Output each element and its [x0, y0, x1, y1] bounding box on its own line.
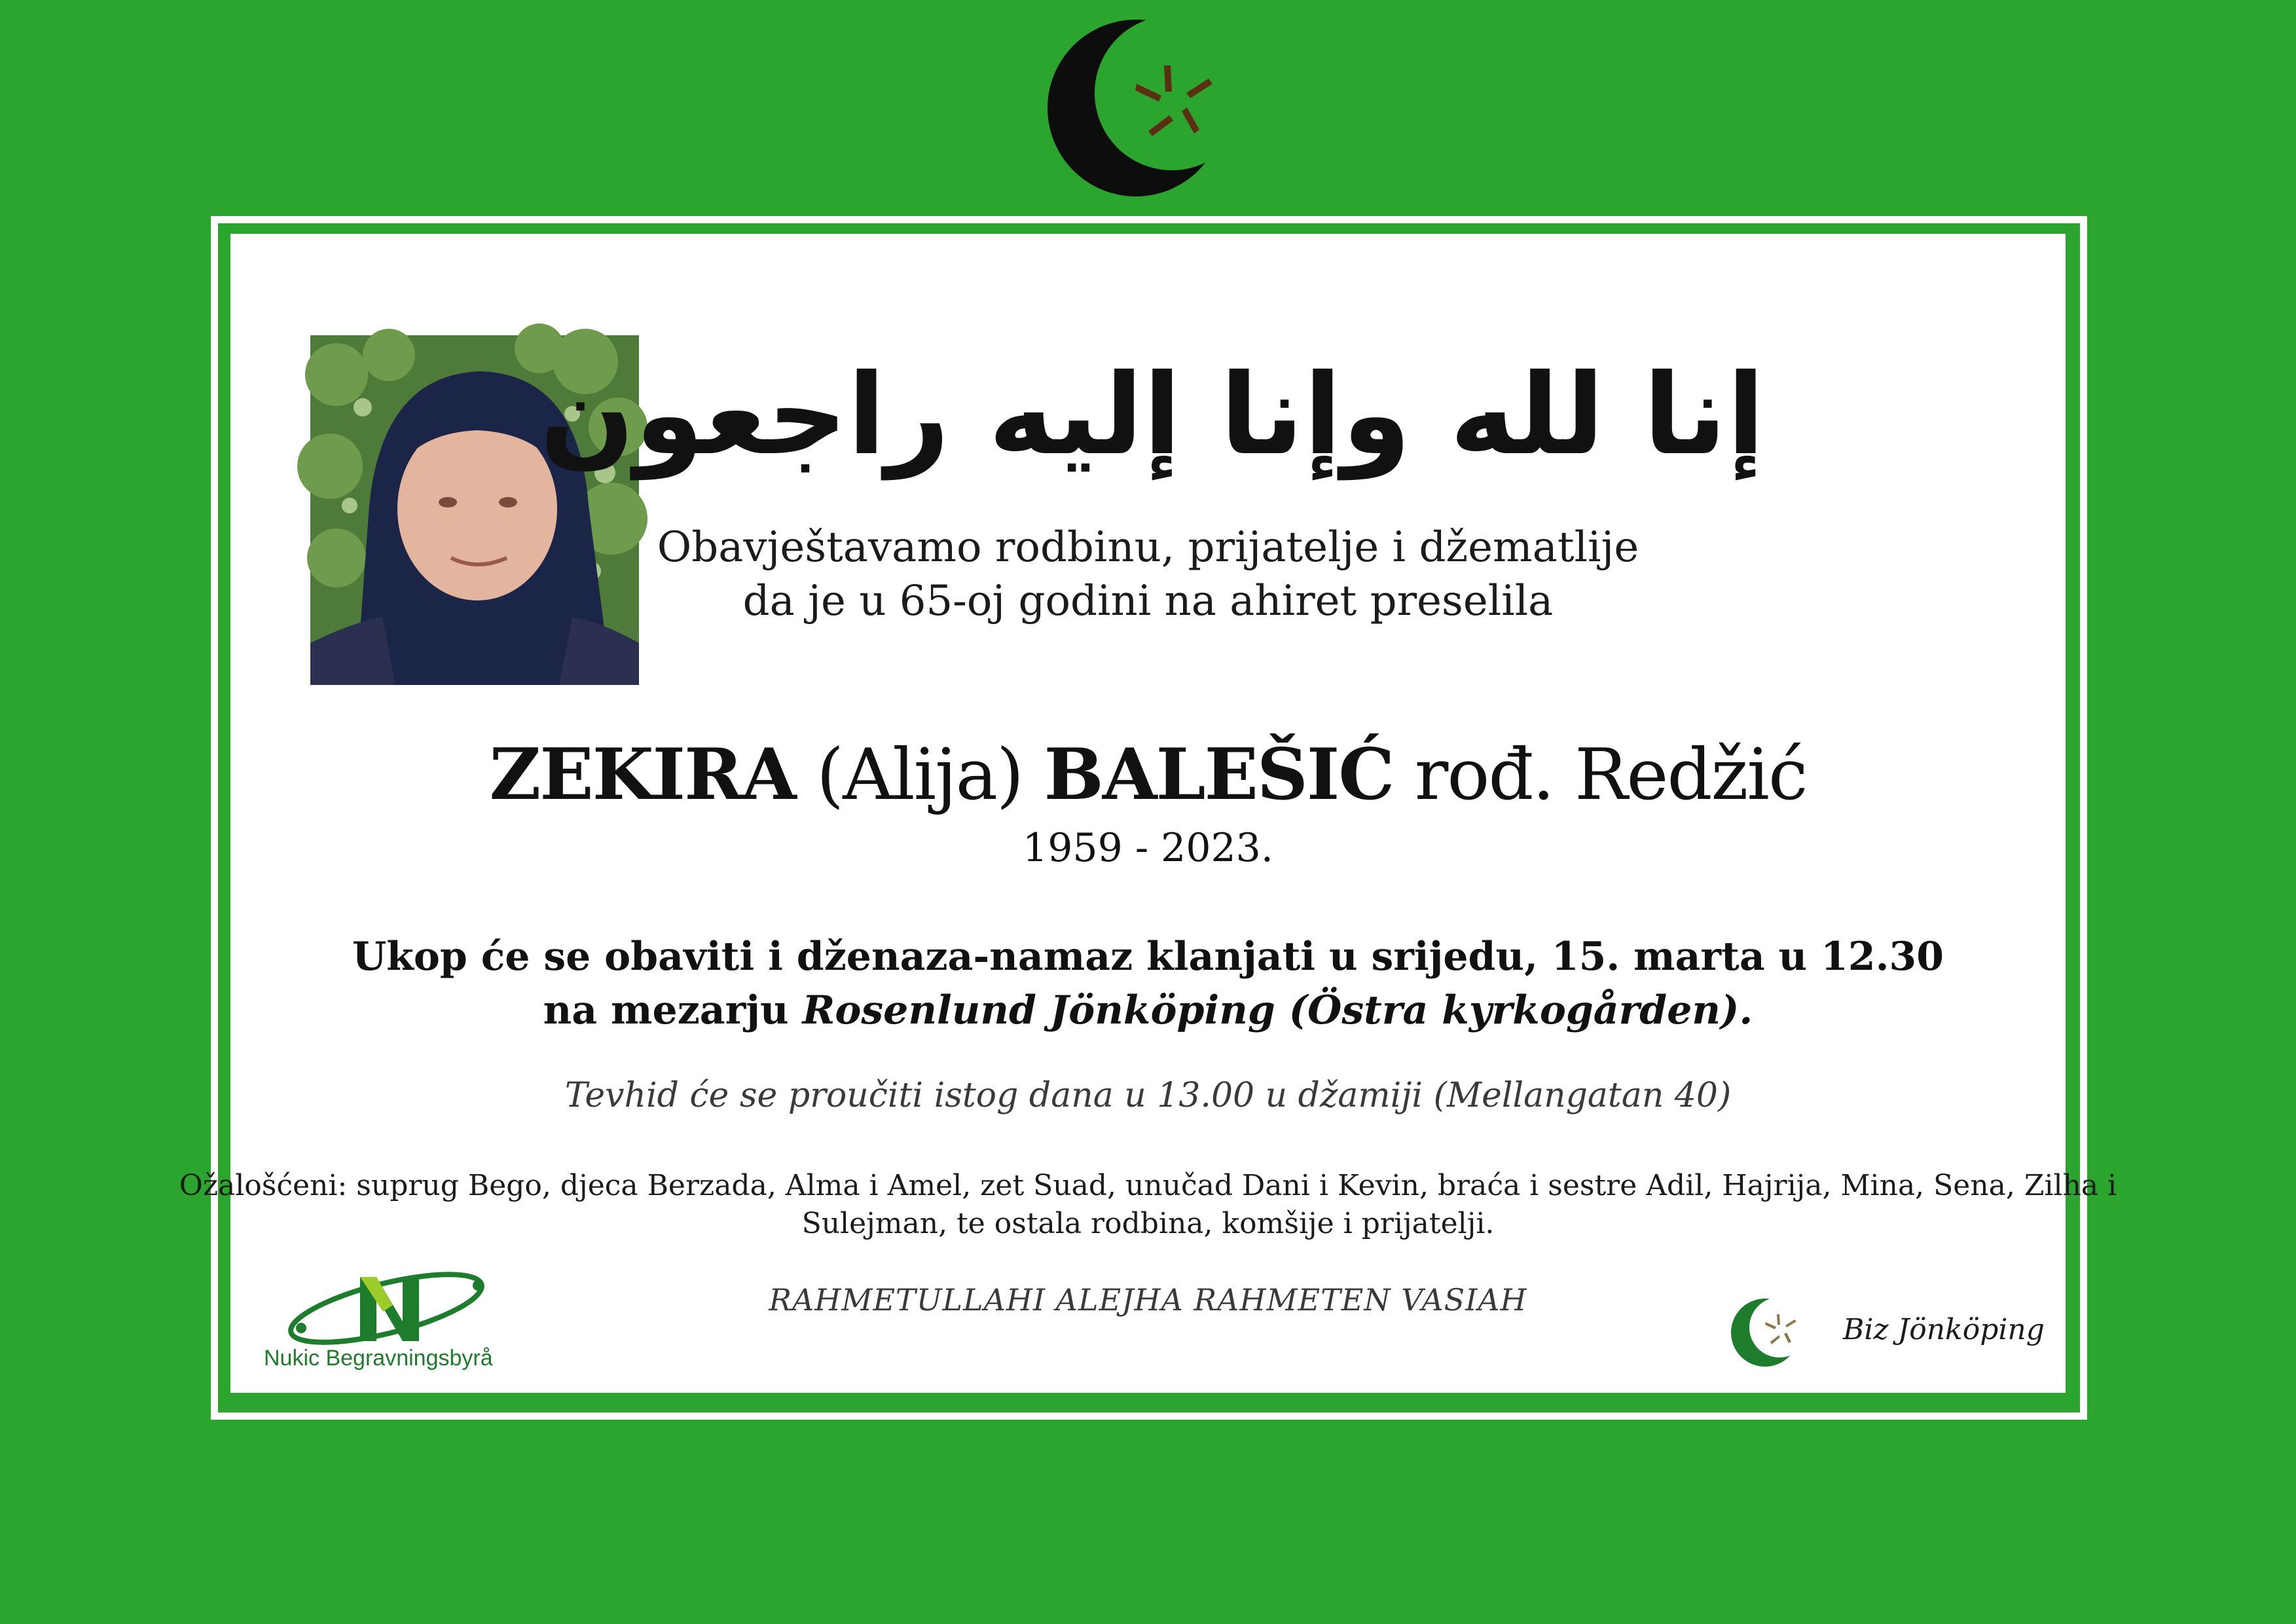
- intro-line-1: Obavještavamo rodbinu, prijatelje i džematlije: [657, 523, 1639, 572]
- mourners-line-2: Sulejman, te ostala rodbina, komšije i prijatelji.: [801, 1207, 1495, 1240]
- mourners-list: [0, 1167, 2296, 1243]
- maiden-name: rođ. Redžić: [1414, 734, 1807, 816]
- nukic-logo-text: Nukic Begravningsbyrå: [264, 1346, 493, 1371]
- burial-line-2-prefix: na mezarju: [543, 987, 789, 1033]
- first-name: ZEKIRA: [489, 733, 795, 816]
- burial-line-2: [0, 984, 2296, 1037]
- biz-jonkoping-text: Biz Jönköping: [1843, 1313, 2045, 1346]
- arabic-calligraphy: [539, 303, 1765, 492]
- burial-place: Rosenlund Jönköping (Östra kyrkogården).: [802, 987, 1753, 1033]
- surname: BALEŠIĆ: [1044, 733, 1394, 816]
- life-dates: 1959 - 2023.: [1023, 825, 1273, 871]
- mourners-line-1: Ožalošćeni: suprug Bego, djeca Berzada, Alma i Amel, zet Suad, unučad Dani i Kevin, braća i sestre Adil, Hajrija, Mina, Sena, Zilha i: [179, 1169, 2117, 1202]
- intro-text: [0, 521, 2296, 628]
- closing-prayer: RAHMETULLAHI ALEJHA RAHMETEN VASIAH: [769, 1282, 1527, 1318]
- deceased-name: [0, 732, 2296, 818]
- burial-details: [0, 930, 2296, 1037]
- crescent-star-icon: [1728, 1293, 1807, 1372]
- arabic-text: إنا لله وإنا إليه راجعون: [539, 350, 1765, 480]
- burial-line-1: Ukop će se obaviti i dženaza-namaz klanjati u srijedu, 15. marta u 12.30: [352, 934, 1944, 980]
- intro-line-2: da je u 65-oj godini na ahiret preselila: [742, 577, 1554, 625]
- tevhid-note: Tevhid će se proučiti istog dana u 13.00 u džamiji (Mellangatan 40): [564, 1076, 1732, 1115]
- father-name: (Alija): [816, 734, 1023, 816]
- crescent-star-icon: [1048, 20, 1237, 203]
